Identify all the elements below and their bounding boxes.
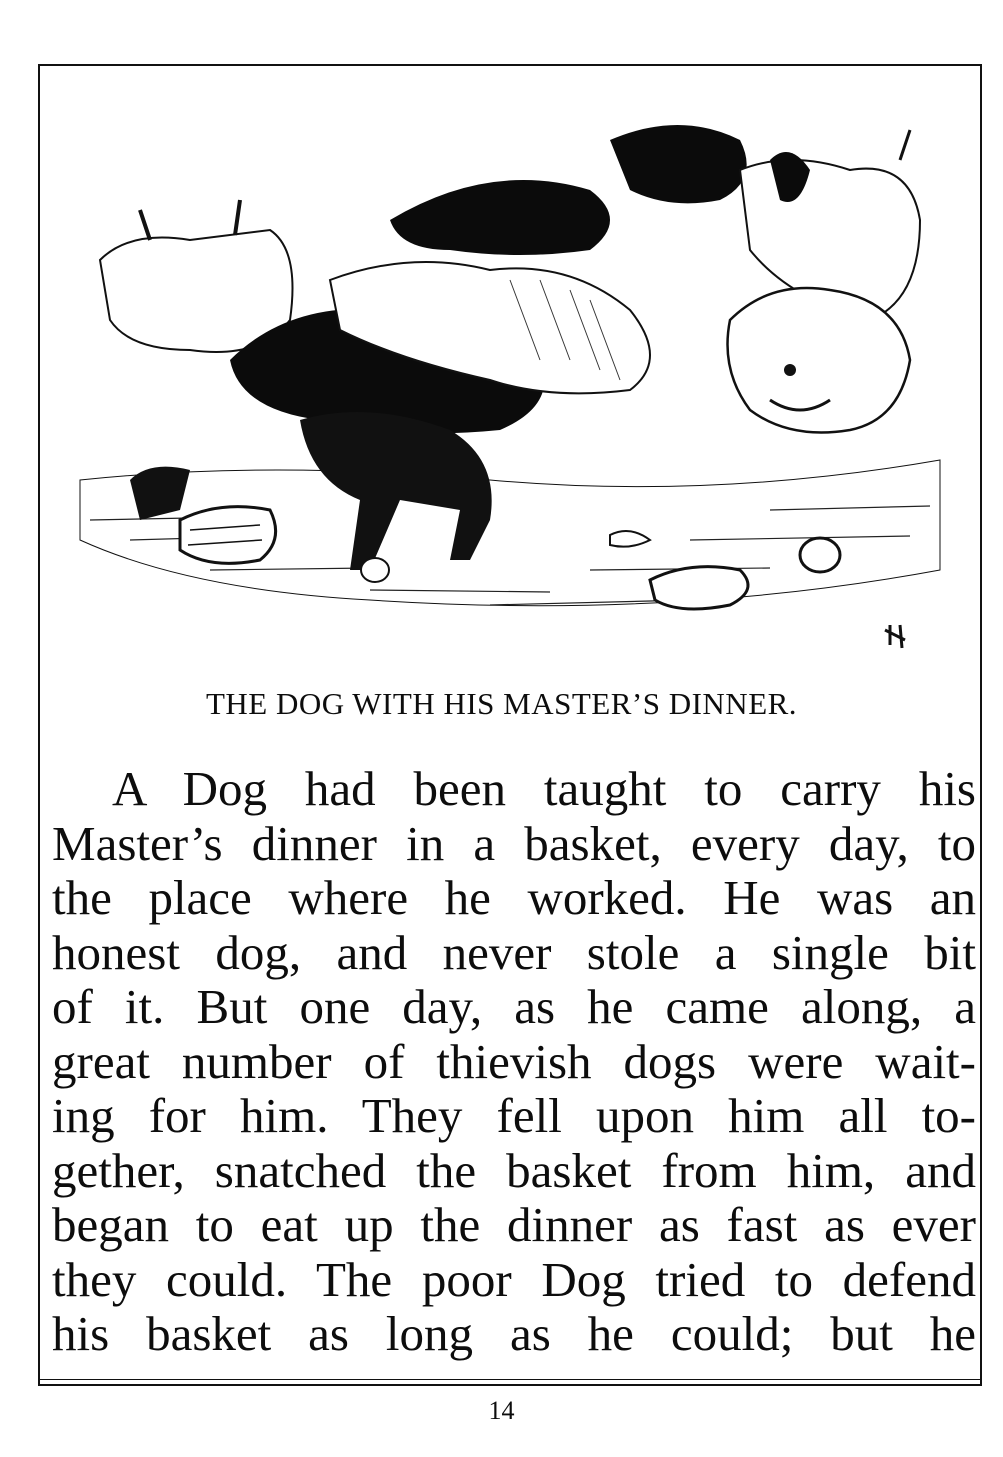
- story-line: great number of thievish dogs were wait-: [52, 1033, 976, 1089]
- illustration-caption: THE DOG WITH HIS MASTER’S DINNER.: [205, 686, 798, 721]
- story-line: his basket as long as he could; but he: [52, 1306, 976, 1361]
- story-line: began to eat up the dinner as fast as ever: [52, 1197, 976, 1252]
- story-line: ing for him. They fell upon him all to-: [52, 1088, 976, 1143]
- story-line: they could. The poor Dog tried to defend: [52, 1251, 976, 1307]
- story-line: gether, snatched the basket from him, and: [52, 1142, 976, 1198]
- dogs-engraving-image: [70, 100, 950, 680]
- story-text: [52, 762, 976, 1362]
- story-line: of it. But one day, as he came along, a: [52, 979, 976, 1034]
- page-number: 14: [488, 1396, 515, 1425]
- story-line: Master’s dinner in a basket, every day, to: [52, 815, 976, 871]
- story-line: the place where he worked. He was an: [52, 870, 976, 925]
- story-line: honest dog, and never stole a single bit: [52, 924, 976, 980]
- story-line: A Dog had been taught to carry his: [112, 761, 976, 816]
- engraving-illustration: [70, 100, 950, 680]
